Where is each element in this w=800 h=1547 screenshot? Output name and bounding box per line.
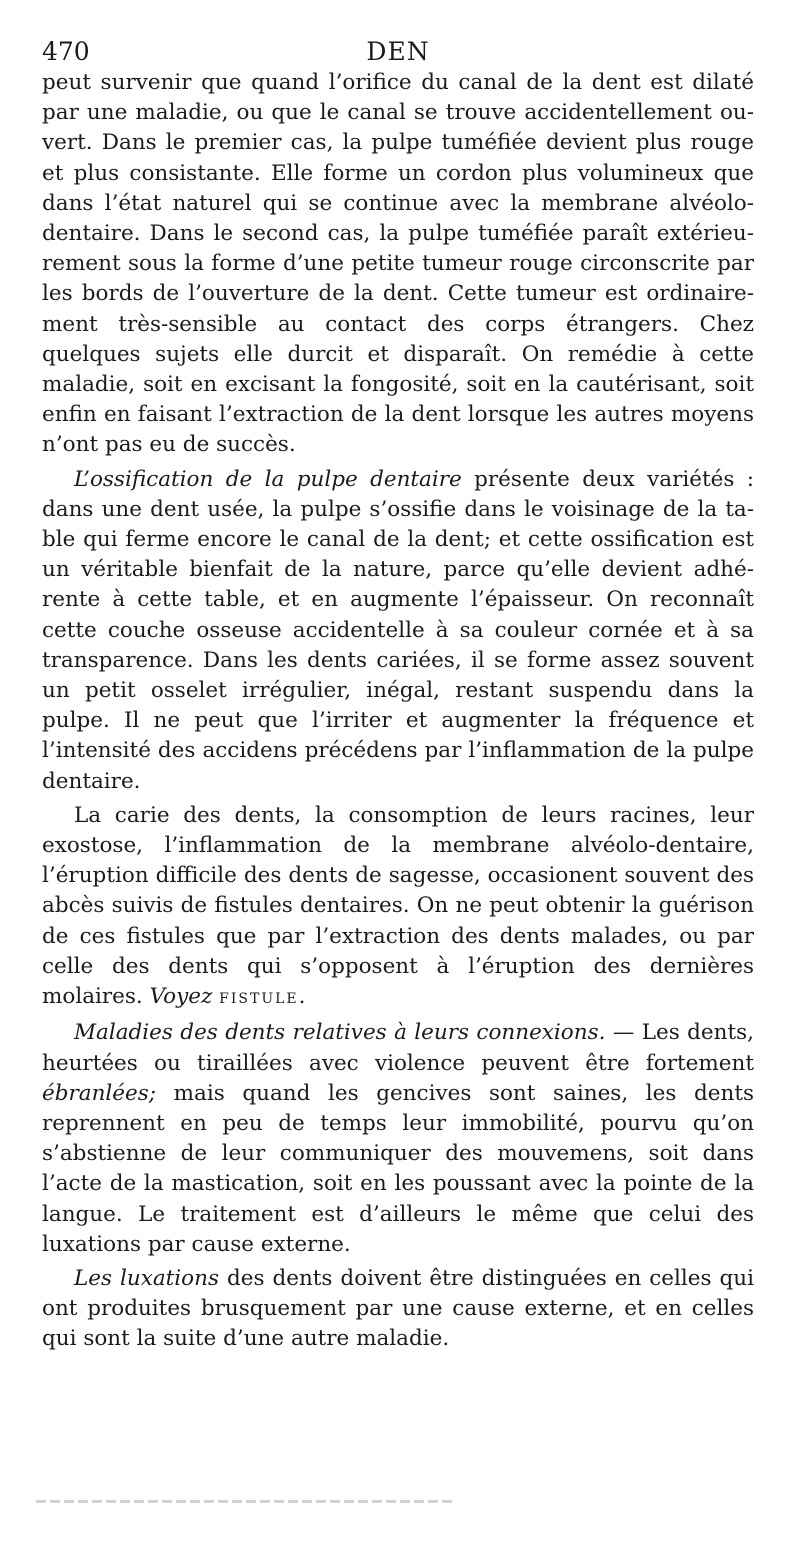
paragraph-4-text-a: — Les dents, heurtées ou tiraillées avec violence peuvent être fortement bbox=[42, 1020, 754, 1076]
paragraph-2-lead-italic: L’ossification de la pulpe dentaire bbox=[74, 466, 462, 492]
paragraph-3-text: La carie des dents, la consomption de leurs racines, leur exostose, l’inflammation de la membrane alvéolo-dentaire, l’éruption difficile des dents de sagesse, occasionent souvent des abcès suivis de fistules dentaires. On ne peut obtenir la guérison de ces fistules que par l’extraction des dents malades, ou par celle des dents qui s’opposent à l’éruption des dernières molaires. bbox=[42, 802, 754, 1010]
paragraph-4-heading-italic: Maladies des dents relatives à leurs connexions. bbox=[74, 1020, 606, 1046]
body-text bbox=[42, 68, 754, 1355]
paragraph-3-end: . bbox=[298, 984, 306, 1010]
running-head: DEN bbox=[366, 37, 430, 66]
page-number: 470 bbox=[42, 37, 90, 66]
cross-reference-fistule: FISTULE bbox=[219, 991, 299, 1008]
paragraph-5-lead-italic: Les luxations bbox=[74, 1265, 220, 1291]
bleed-through-smudge bbox=[36, 1500, 452, 1503]
paragraph-1-text: peut survenir que quand l’orifice du canal de la dent est dilaté par une maladie, ou que le canal se trouve accidentellement ouvert. Dans le premier cas, la pulpe tuméfiée devient plus rouge et plus consistante. Elle forme un cordon plus volumineux que dans l’état naturel qui se continue avec la membrane alvéolo-dentaire. Dans le second cas, la pulpe tuméfiée paraît extérieurement sous la forme d’une petite tumeur rouge circonscrite par les bords de l’ouverture de la dent. Cette tumeur est ordinairement très-sensible au contact des corps étrangers. Chez quelques sujets elle durcit et disparaît. On remédie à cette maladie, soit en excisant la fongosité, soit en la cautérisant, soit enfin en faisant l’extraction de la dent lorsque les autres moyens n’ont pas eu de succès. bbox=[42, 70, 754, 458]
paragraph-2-text: présente deux variétés : dans une dent usée, la pulpe s’ossifie dans le voisinage de la table qui ferme encore le canal de la dent; et cette ossification est un véritable bienfait de la nature, parce qu’elle devient adhérente à cette table, et en augmente l’épaisseur. On reconnaît cette couche osseuse accidentelle à sa couleur cornée et à sa transparence. Dans les dents cariées, il se forme assez souvent un petit osselet irrégulier, inégal, restant suspendu dans la pulpe. Il ne peut que l’irriter et augmenter la fréquence et l’intensité des accidens précédens par l’inflammation de la pulpe dentaire. bbox=[42, 466, 754, 794]
paragraph-3 bbox=[42, 801, 754, 1014]
paragraph-5-text: des dents doivent être distinguées en celles qui ont produites brusquement par une cause externe, et en celles qui sont la suite d’une autre maladie. bbox=[42, 1265, 754, 1352]
paragraph-2 bbox=[42, 465, 754, 797]
paragraph-4-italic-term: ébranlées; bbox=[42, 1080, 157, 1106]
paragraph-4-text-b: mais quand les gencives sont saines, les dents reprennent en peu de temps leur immobilité, pourvu qu’on s’abstienne de leur communiquer des mouvemens, soit dans l’acte de la mastication, soit en les poussant avec la pointe de la langue. Le traitement est d’ailleurs le même que celui des luxations par cause externe. bbox=[42, 1080, 754, 1257]
paragraph-3-voyez: Voyez bbox=[149, 984, 213, 1010]
paragraph-1 bbox=[42, 68, 754, 461]
page-header bbox=[42, 36, 754, 68]
book-page bbox=[42, 36, 754, 1355]
paragraph-5 bbox=[42, 1264, 754, 1355]
paragraph-4 bbox=[42, 1018, 754, 1260]
